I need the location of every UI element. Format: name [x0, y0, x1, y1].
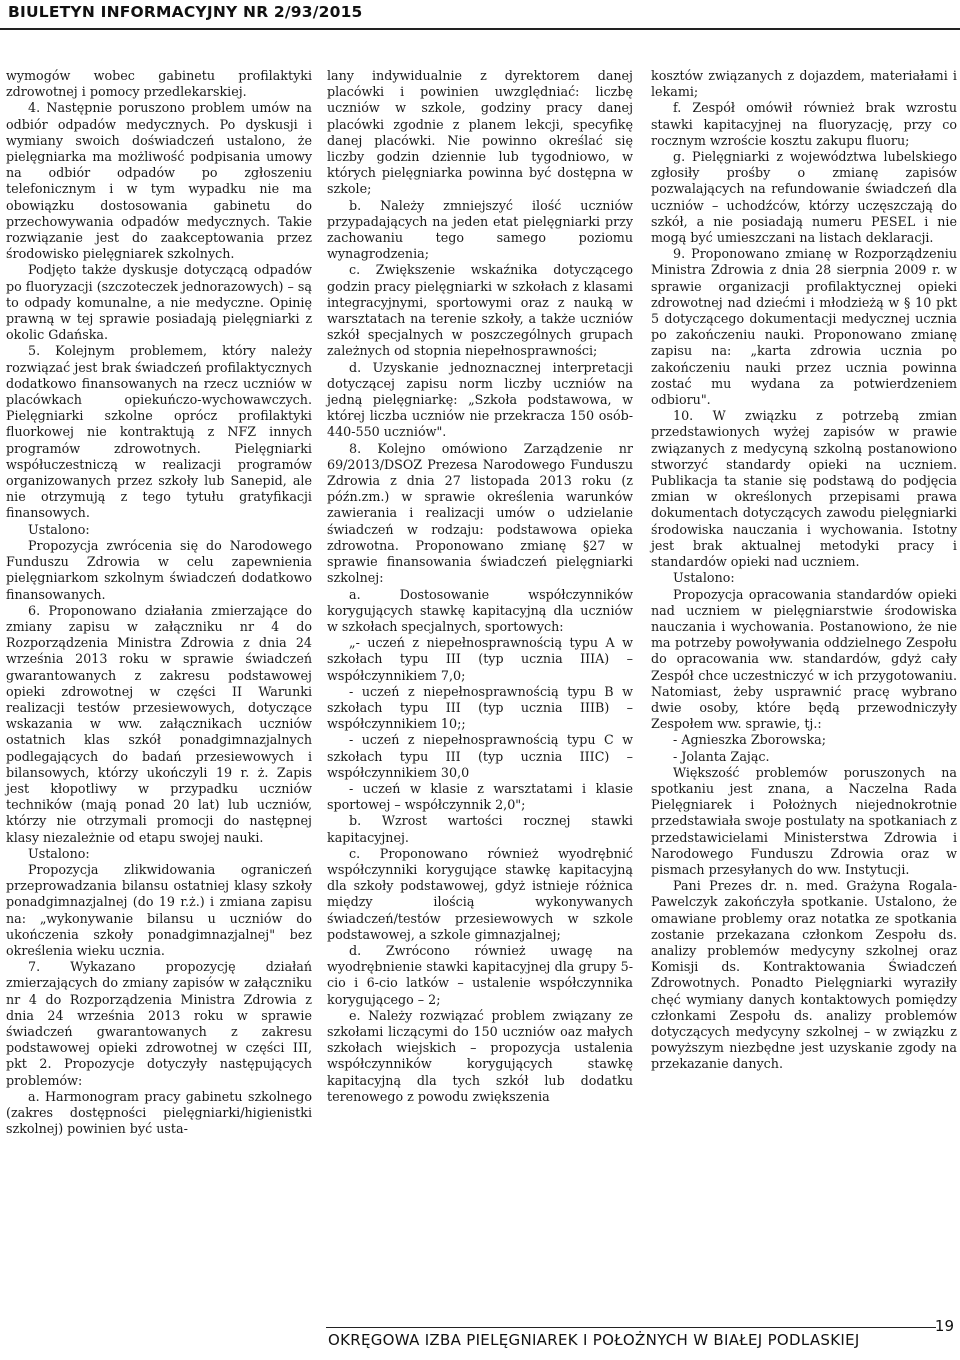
- paragraph: 7. Wykazano propozycję działań zmierzających do zmiany zapisów w załączniku nr 4 do Rozporządzenia Ministra Zdrowia z dnia 24 września 2013 roku w sprawie świadczeń gwarantowanych z zakresu podstawowej opieki zdrowotnej w części III, pkt 2. Propozycje dotyczyły następujących problemów:: [6, 959, 312, 1088]
- paragraph: lany indywidualnie z dyrektorem danej placówki i powinien uwzględniać: liczbę uczniów w szkole, godziny pracy danej placówki zgodnie z planem lekcji, specyfikę danej placówki. Nie powinno określać się liczby godzin dziennie lub tygodniowo, w których pielęgniarka powinna być dostępna w szkole;: [327, 68, 633, 197]
- paragraph: Pani Prezes dr. n. med. Grażyna Rogala-Pawelczyk zakończyła spotkanie. Ustalono, że omawiane problemy oraz notatka ze spotkania zostanie przekazana członkom Zespołu ds. analizy problemów medycyny szkolnej oraz Komisji ds. Kontraktowania Świadczeń Zdrowotnych. Ponadto Pielęgniarki wyraziły chęć wymiany danych kontaktowych pomiędzy członkami Zespołu ds. analizy problemów dotyczących medycyny szkolnej – w związku z powyższym niezbędne jest uzyskanie zgody na przekazanie danych.: [651, 878, 957, 1072]
- paragraph: 5. Kolejnym problemem, który należy rozwiązać jest brak świadczeń profilaktycznych dodatkowo finansowanych na rzecz uczniów w placówkach opiekuńczo-wychowawczych. Pielęgniarki szkolne oprócz profilaktyki fluorkowej nie kontraktują z NFZ innych programów zdrowotnych. Pielęgniarki współuczestniczą w realizacji programów organizowanych przez szkoły lub Sanepid, ale nie otrzymują z tego tytułu gratyfikacji finansowych.: [6, 343, 312, 521]
- paragraph: b. Wzrost wartości rocznej stawki kapitacyjnej.: [327, 813, 633, 845]
- paragraph: - Jolanta Zając.: [673, 748, 770, 764]
- paragraph: b. Należy zmniejszyć ilość uczniów przypadających na jeden etat pielęgniarki przy zachowaniu tego samego poziomu wynagrodzenia;: [327, 197, 633, 262]
- paragraph: Ustalono:: [28, 521, 90, 537]
- paragraph: Podjęto także dyskusje dotyczącą odpadów po fluoryzacji (szczoteczek jednorazowych) – są to odpady komunalne, a nie medyczne. Opinię prawną w tej sprawie posiadają pielęgniarki z okolic Gdańska.: [6, 262, 312, 343]
- bulletin-title: BIULETYN INFORMACYJNY NR 2/93/2015: [8, 3, 363, 21]
- paragraph: „- uczeń z niepełnosprawnością typu A w szkołach typu III (typ ucznia IIIA) – współczynnikiem 7,0;: [327, 635, 633, 683]
- paragraph: a. Dostosowanie współczynników korygujących stawkę kapitacyjną dla uczniów w szkołach specjalnych, sportowych:: [327, 586, 633, 634]
- paragraph: Propozycja zwrócenia się do Narodowego Funduszu Zdrowia w celu zapewnienia pielęgniarkom szkolnym świadczeń dodatkowo finansowanych.: [6, 537, 312, 602]
- paragraph: e. Należy rozwiązać problem związany ze szkołami liczącymi do 150 uczniów oaz małych szkołach wiejskich – propozycja ustalenia współczynników korygujących stawkę kapitacyjną dla tych szkół lub dodatku terenowego z powodu zwiększenia: [327, 1007, 633, 1104]
- paragraph: wymogów wobec gabinetu profilaktyki zdrowotnej i pomocy przedlekarskiej.: [6, 68, 312, 100]
- text-column-3: [651, 68, 957, 1073]
- text-column-1: [6, 68, 312, 1137]
- paragraph: kosztów związanych z dojazdem, materiałami i lekami;: [651, 68, 957, 100]
- paragraph: 4. Następnie poruszono problem umów na odbiór odpadów medycznych. Po dyskusji i wymiany swoich doświadczeń ustalono, że pielęgniarka ma możliwość podpisania umowy na odbiór odpadów po zgłoszeniu telefonicznym i w tym wypadku nie ma obowiązku dostosowania gabinetu do przechowywania odpadów medycznych. Takie rozwiązanie jest do zaakceptowania przez środowisko pielęgniarek szkolnych.: [6, 100, 312, 262]
- paragraph: Propozycja zlikwidowania ograniczeń przeprowadzania bilansu ostatniej klasy szkoły ponadgimnazjalnej (do 19 r.ż.) i zmiana zapisu na: „wykonywanie bilansu u uczniów do ukończenia szkoły ponadgimnazjalnej" bez określenia wieku ucznia.: [6, 861, 312, 958]
- text-column-2: [327, 68, 633, 1105]
- paragraph: d. Zwrócono również uwagę na wyodrębnienie stawki kapitacyjnej dla grupy 5-cio i 6-cio latków – ustalenie współczynnika korygującego – 2;: [327, 942, 633, 1007]
- paragraph: d. Uzyskanie jednoznacznej interpretacji dotyczącej zapisu norm liczby uczniów na jedną pielęgniarkę: „Szkoła podstawowa, w której liczba uczniów nie przekracza 150 osób- 440-550 uczniów".: [327, 359, 633, 440]
- paragraph: g. Pielęgniarki z województwa lubelskiego zgłosiły prośby o zmianę zapisów pozwalających na refundowanie świadczeń dla uczniów – uchodźców, którzy uczęszczają do szkół, a nie posiadają numeru PESEL i nie mogą być umieszczani na listach deklaracji.: [651, 149, 957, 246]
- page-header: [0, 0, 960, 30]
- paragraph: Ustalono:: [673, 570, 735, 586]
- footer-organization: OKRĘGOWA IZBA PIELĘGNIAREK I POŁOŻNYCH W BIAŁEJ PODLASKIEJ: [328, 1331, 860, 1349]
- paragraph: c. Proponowano również wyodrębnić współczynniki korygujące stawkę kapitacyjną dla szkoły podstawowej, gdyż istnieje różnica między ilością wykonywanych świadczeń/testów przesiewowych w szkole podstawowej, a szkole gimnazjalnej;: [327, 845, 633, 942]
- paragraph: f. Zespół omówił również brak wzrostu stawki kapitacyjnej na fluoryzację, przy co rocznym wzroście kosztu zakupu fluoru;: [651, 100, 957, 148]
- paragraph: Ustalono:: [28, 845, 90, 861]
- paragraph: Większość problemów poruszonych na spotkaniu jest znana, a Naczelna Rada Pielęgniarek i Położnych niejednokrotnie przedstawiała swoje postulaty na spotkaniach z przedstawicielami Ministerstwa Zdrowia i Narodowego Funduszu Zdrowia oraz w pismach przesyłanych do ww. Instytucji.: [651, 764, 957, 877]
- paragraph: - uczeń z niepełnosprawnością typu B w szkołach typu III (typ ucznia IIIB) – współczynnikiem 10;;: [327, 683, 633, 732]
- paragraph: 10. W związku z potrzebą zmian przedstawionych wyżej zapisów w prawie związanych z medycyną szkolną postanowiono stworzyć standardy opieki na uczniem. Publikacja ta stanie się podstawą do podjęcia zmian w określonych przepisami prawa dokumentach dotyczących zawodu pielęgniarki środowiska nauczania i wychowania. Istotny jest brak aktualnej metodyki pracy i standardów opieki nad uczniem.: [651, 408, 957, 570]
- paragraph: a. Harmonogram pracy gabinetu szkolnego (zakres dostępności pielęgniarki/higienistki szkolnej) powinien być usta-: [6, 1088, 312, 1137]
- paragraph: 6. Proponowano działania zmierzające do zmiany zapisu w załączniku nr 4 do Rozporządzenia Ministra Zdrowia z dnia 24 września 2013 roku w sprawie świadczeń gwarantowanych z zakresu podstawowej opieki zdrowotnej w części II Warunki realizacji testów przesiewowych, dotyczące wskazania w ww. załącznikach uczniów ostatnich klas szkół ponadgimnazjalnych podlegających do badań przesiewowych i bilansowych, którzy ukończyli 19 r. ż. Zapis jest kłopotliwy w przypadku uczniów techników (mają ponad 20 lat) lub uczniów, którzy nie otrzymali promocji do następnej klasy niezależnie od etapu swojej nauki.: [6, 602, 312, 845]
- paragraph: - uczeń z niepełnosprawnością typu C w szkołach typu III (typ ucznia IIIC) – współczynnikiem 30,0: [327, 732, 633, 780]
- paragraph: c. Zwiększenie wskaźnika dotyczącego godzin pracy pielęgniarki w szkołach z klasami integracyjnymi, sportowymi oraz z nauką w warsztatach na terenie szkoły, a także uczniów szkół specjalnych w poszczególnych grupach zależnych od stopnia niepełnosprawności;: [327, 262, 633, 359]
- paragraph: Propozycja opracowania standardów opieki nad uczniem w pielęgniarstwie środowiska nauczania i wychowania. Postanowiono, że nie ma potrzeby powoływania oddzielnego Zespołu do opracowania ww. standardów, gdyż cały Zespół chce uczestniczyć w ich przygotowaniu. Natomiast, żeby usprawnić pracę wybrano dwie osoby, które będą przewodniczyły Zespołem ww. sprawie, tj.:: [651, 586, 957, 732]
- paragraph: - uczeń w klasie z warsztatami i klasie sportowej – współczynnik 2,0";: [327, 780, 633, 813]
- paragraph: - Agnieszka Zborowska;: [673, 732, 826, 748]
- paragraph: 8. Kolejno omówiono Zarządzenie nr 69/2013/DSOZ Prezesa Narodowego Funduszu Zdrowia z dnia 27 listopada 2013 roku (z późn.zm.) w sprawie określenia warunków zawierania i realizacji umów o udzielanie świadczeń w rodzaju: podstawowa opieka zdrowotna. Proponowano zmianę §27 w sprawie finansowania świadczeń pielęgniarki szkolnej:: [327, 440, 633, 586]
- paragraph: 9. Proponowano zmianę w Rozporządzeniu Ministra Zdrowia z dnia 28 sierpnia 2009 r. w sprawie organizacji profilaktycznej opieki zdrowotnej nad dziećmi i młodzieżą w § 10 pkt 5 dotyczącego dokumentacji medycznej ucznia po zakończeniu nauki. Proponowano zmianę zapisu na: „karta zdrowia ucznia po zakończeniu nauki przez ucznia powinna zostać mu wydana za potwierdzeniem odbioru".: [651, 246, 957, 408]
- footer-divider: [326, 1327, 936, 1328]
- page-number: 19: [934, 1317, 954, 1335]
